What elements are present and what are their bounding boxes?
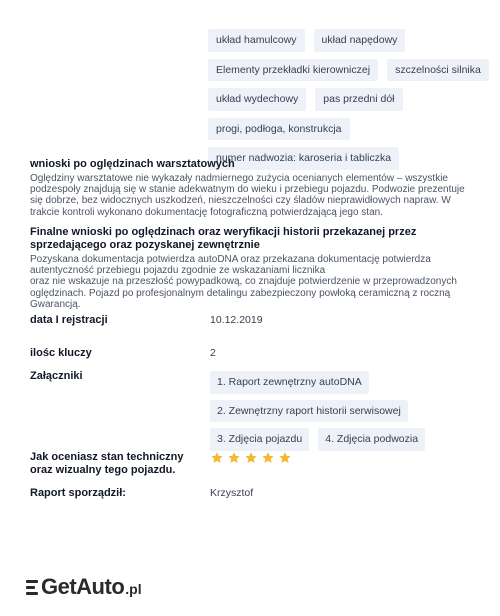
keys-value: 2 (210, 347, 216, 359)
registration-label: data I rejstracji (30, 314, 108, 326)
logo-suffix: .pl (125, 581, 142, 597)
attachment-vehicle-photos-link[interactable]: 3. Zdjęcia pojazdu (210, 428, 309, 451)
tag-vin: numer nadwozia: karoseria i tabliczka (208, 147, 399, 170)
star-icon (210, 451, 224, 465)
workshop-text: Oględziny warsztatowe nie wykazały nadmiernego zużycia ocenianych elementów – wszystkie podzespoły znajdują się w stanie adekwatnym do wieku i przebiegu pojazdu. Podwozie prezentuje się dobrze, bez widocznych uszkodzeń, nieszczelności czy śladów nieprawidłowych napraw. W trakcie kontroli wykonano dokumentację fotograficzną potwierdzającą jego stan. (30, 173, 465, 218)
tag-drivetrain: układ napędowy (314, 29, 406, 52)
tag-row (208, 88, 478, 111)
tag-steering: Elementy przekładki kierowniczej (208, 59, 378, 82)
attachment-row (210, 428, 425, 451)
author-label: Raport sporządził: (30, 487, 126, 499)
tag-row (208, 118, 478, 141)
attachment-autodna-link[interactable]: 1. Raport zewnętrzny autoDNA (210, 371, 369, 394)
star-icon (227, 451, 241, 465)
logo-mark-icon (26, 580, 38, 595)
final-text-2: oraz nie wskazuje na przeszłość powypadkową, co znajduje potwierdzenie w przeprowadzonych oględzinach. Pojazd po profesjonalnym detalingu zabezpieczony powłoką ceramiczną z roczną Gwarancją. (30, 276, 457, 310)
tag-front-bottom: pas przedni dół (315, 88, 402, 111)
attachment-list (210, 371, 425, 457)
rating-label: Jak oceniasz stan techniczny oraz wizualny tego pojazdu. (30, 451, 184, 476)
star-icon (244, 451, 258, 465)
star-icon (278, 451, 292, 465)
attachment-row (210, 371, 425, 394)
tag-sills-floor: progi, podłoga, konstrukcja (208, 118, 350, 141)
tag-engine-seal: szczelności silnika (387, 59, 489, 82)
final-title: Finalne wnioski po oględzinach oraz weryfikacji historii przekazanej przez sprzedającego oraz pozyskanej zewnętrznie (30, 226, 417, 251)
attachment-row (210, 400, 425, 423)
tag-row (208, 29, 478, 52)
author-value: Krzysztof (210, 487, 254, 499)
attachment-service-history-link[interactable]: 2. Zewnętrzny raport historii serwisowej (210, 400, 408, 423)
keys-label: ilośc kluczy (30, 347, 92, 359)
attachments-label: Załączniki (30, 370, 83, 382)
workshop-conclusions (30, 158, 475, 218)
tag-brakes: układ hamulcowy (208, 29, 305, 52)
star-icon (261, 451, 275, 465)
logo-text: GetAuto (41, 574, 125, 599)
final-conclusions (30, 226, 475, 310)
tag-exhaust: układ wydechowy (208, 88, 306, 111)
attachment-underbody-photos-link[interactable]: 4. Zdjęcia podwozia (318, 428, 425, 451)
getauto-logo (26, 574, 142, 600)
registration-value: 10.12.2019 (210, 314, 263, 326)
rating-stars (210, 451, 292, 465)
inspection-tags (208, 29, 481, 177)
final-text-1: Pozyskana dokumentacja potwierdza autoDNA oraz przekazana dokumentację potwierdza autentyczność przebiegu pojazdu zgodnie ze wskazaniami licznika (30, 254, 431, 277)
workshop-title: wnioski po oględzinach warsztatowych (30, 158, 235, 170)
tag-row (208, 59, 481, 82)
